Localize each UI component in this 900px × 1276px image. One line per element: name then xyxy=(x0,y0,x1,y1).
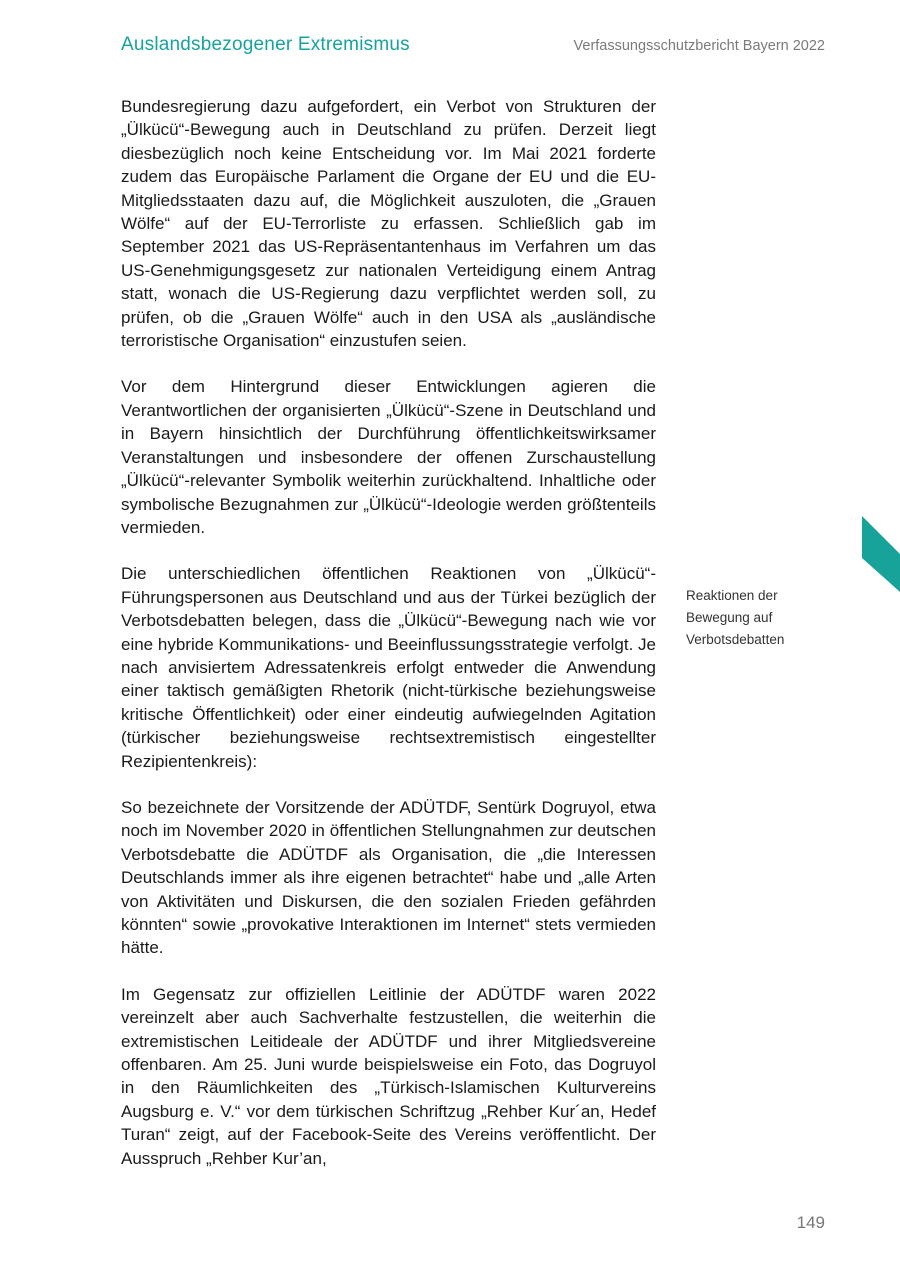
margin-note-line: Reaktionen der xyxy=(686,588,778,603)
paragraph: Bundesregierung dazu aufgefordert, ein Verbot von Strukturen der „Ülkücü“-Bewegung auch in Deutschland zu prüfen. Derzeit liegt diesbezüglich noch keine Entscheidung vor. Im Mai 2021 forderte zudem das Europäische Parlament die Organe der EU und die EU-Mitgliedsstaaten dazu auf, die Möglichkeit auszuloten, die „Grauen Wölfe“ auf der EU-Terrorliste zu erfassen. Schließlich gab im September 2021 das US-Repräsentantenhaus im Verfahren um das US-Genehmigungsgesetz zur nationalen Verteidigung einem Antrag statt, wonach die US-Regierung dazu verpflichtet werden soll, zu prüfen, ob die „Grauen Wölfe“ auch in den USA als „ausländische terroristische Organisation“ einzustufen seien. xyxy=(121,97,656,351)
chapter-tab-marker xyxy=(862,516,900,592)
paragraph: Vor dem Hintergrund dieser Entwicklungen agieren die Verantwortlichen der organisierten „Ülkücü“-Szene in Deutschland und in Bayern hinsichtlich der Durchführung öffentlichkeitswirksamer Veranstaltungen und insbesondere der offenen Zurschaustellung „Ülkücü“-relevanter Symbolik weiterhin zurückhaltend. Inhaltliche oder symbolische Bezugnahmen zur „Ülkücü“-Ideologie werden größtenteils vermieden. xyxy=(121,377,656,537)
margin-note-line: Bewegung auf xyxy=(686,610,773,625)
page-number: 149 xyxy=(796,1213,825,1232)
margin-note xyxy=(686,585,826,651)
paragraph: Im Gegensatz zur offiziellen Leitlinie der ADÜTDF waren 2022 vereinzelt aber auch Sachverhalte festzustellen, die weiterhin die extremistischen Leitideale der ADÜTDF und ihrer Mitgliedsvereine offenbaren. Am 25. Juni wurde beispielsweise ein Foto, das Dogruyol in den Räumlichkeiten des „Türkisch-Islamischen Kulturvereins Augsburg e. V.“ vor dem türkischen Schriftzug „Rehber Kur´an, Hedef Turan“ zeigt, auf der Facebook-Seite des Vereins veröffentlicht. Der Ausspruch „Rehber Kur’an, xyxy=(121,984,656,1168)
margin-note-line: Verbotsdebatten xyxy=(686,632,785,647)
paragraph: Die unterschiedlichen öffentlichen Reaktionen von „Ülkücü“-Führungspersonen aus Deutschland und aus der Türkei bezüglich der Verbotsdebatten belegen, dass die „Ülkücü“-Bewegung nach wie vor eine hybride Kommunikations- und Beeinflussungsstrategie verfolgt. Je nach anvisiertem Adressatenkreis erfolgt entweder die Anwendung einer taktisch gemäßigten Rhetorik (nicht-türkische beziehungsweise kritische Öffentlichkeit) oder einer eindeutig aufwiegelnden Agitation (türkischer beziehungsweise rechtsextremistisch eingestellter Rezipientenkreis): xyxy=(121,564,656,771)
main-text xyxy=(121,95,656,1193)
report-title: Verfassungsschutzbericht Bayern 2022 xyxy=(573,38,825,54)
section-title: Auslandsbezogener Extremismus xyxy=(121,34,410,55)
paragraph: So bezeichnete der Vorsitzende der ADÜTDF, Sentürk Dogruyol, etwa noch im November 2020 in öffentlichen Stellungnahmen zur deutschen Verbotsdebatte die ADÜTDF als Organisation, die „die Interessen Deutschlands immer als ihre eigenen betrachtet“ habe und „alle Arten von Aktivitäten und Diskursen, die den sozialen Frieden gefährden könnten“ sowie „provokative Interaktionen im Internet“ stets vermieden hätte. xyxy=(121,797,656,958)
